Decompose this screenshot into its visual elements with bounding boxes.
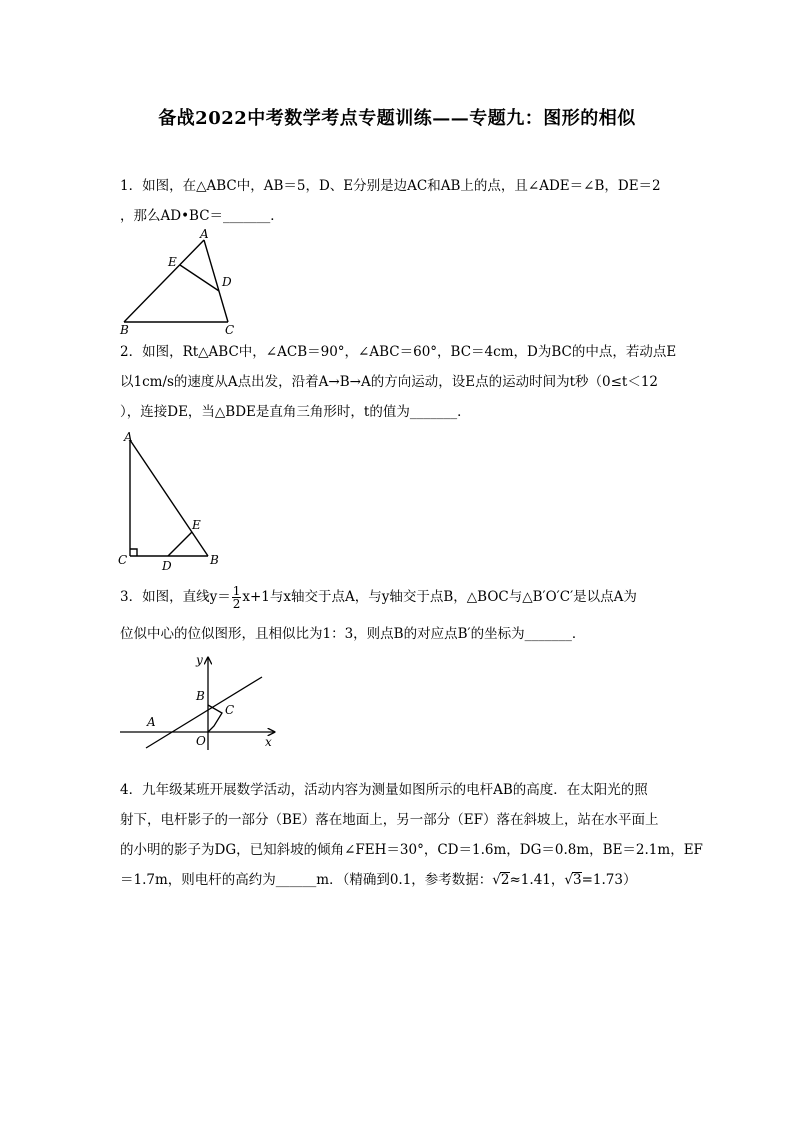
q3-fraction-numerator: 1 (232, 584, 241, 598)
q1-label-d: D (222, 275, 232, 289)
q2-label-c: C (118, 553, 128, 567)
q4-text-line1: 4．九年级某班开展数学活动，活动内容为测量如图所示的电杆AB的高度．在太阳光的照 (120, 782, 648, 798)
q1-label-e: E (168, 255, 177, 269)
q4-sqrt2: 2 (500, 872, 510, 888)
q2-side-ab (130, 440, 208, 556)
q2-text-line2: 以1cm/s的速度从A点出发，沿着A→B→A的方向运动，设E点的运动时间为t秒（0≤t＜12 (120, 374, 659, 390)
q3-fraction (232, 585, 242, 610)
q4-text-prefix: ＝1.7m，则电杆的高约为______m．（精确到0.1，参考数据： (120, 872, 493, 888)
q3-label-a: A (147, 715, 156, 729)
q2-text-line1: 2．如图，Rt△ABC中，∠ACB＝90°，∠ABC＝60°，BC＝4cm，D为BC的中点，若动点E (120, 344, 677, 360)
q3-text-line2: 位似中心的位似图形，且相似比为1：3，则点B的对应点B′的坐标为_______． (120, 626, 586, 642)
q1-side-ab (124, 240, 204, 322)
q1-figure (112, 228, 252, 336)
q1-text-line1: 1．如图，在△ABC中，AB＝5，D、E分别是边AC和AB上的点，且∠ADE＝∠B，DE＝2 (120, 178, 661, 194)
q4-sqrt3: 3 (572, 872, 582, 888)
q3-text-line1 (120, 585, 680, 610)
page-title: 备战2022中考数学考点专题训练——专题九：图形的相似 (158, 108, 636, 129)
q2-label-b: B (210, 553, 219, 567)
q3-fraction-denominator: 2 (232, 597, 241, 611)
q4-approx: ≈1.41， (509, 872, 565, 888)
q1-label-a: A (200, 228, 209, 241)
q3-text-suffix: x+1与x轴交于点A，与y轴交于点B，△BOC与△B′O′C′是以点A为 (242, 589, 637, 605)
q2-text-line3: ），连接DE，当△BDE是直角三角形时，t的值为_______． (120, 404, 471, 420)
q2-segment-de (168, 532, 192, 556)
q2-figure (114, 428, 226, 573)
q3-text-prefix: 3．如图，直线y＝ (120, 589, 231, 605)
q4-text-suffix: =1.73） (581, 872, 637, 888)
q2-label-d: D (162, 559, 172, 573)
q3-label-x: x (265, 735, 272, 749)
q2-label-e: E (192, 518, 201, 532)
q1-text-line2: ，那么AD•BC＝_______． (120, 208, 284, 224)
q4-text-line4: ＝1.7m，则电杆的高约为______m．（精确到0.1，参考数据：√2≈1.41，√3=1.73） (120, 872, 637, 888)
q4-text-line2: 射下，电杆影子的一部分（BE）落在地面上，另一部分（EF）落在斜坡上，站在水平面上 (120, 812, 659, 828)
q3-figure (114, 650, 284, 754)
q4-text-line3: 的小明的影子为DG，已知斜坡的倾角∠FEH＝30°，CD＝1.6m，DG＝0.8m，BE＝2.1m，EF (120, 842, 703, 858)
q3-label-b: B (196, 689, 205, 703)
q2-label-a: A (124, 430, 133, 444)
q3-label-o: O (196, 734, 206, 748)
q3-label-y: y (196, 653, 203, 667)
q1-label-b: B (120, 323, 129, 336)
q3-label-c: C (225, 703, 235, 717)
q1-label-c: C (225, 323, 235, 336)
q2-right-angle-mark (130, 549, 137, 556)
